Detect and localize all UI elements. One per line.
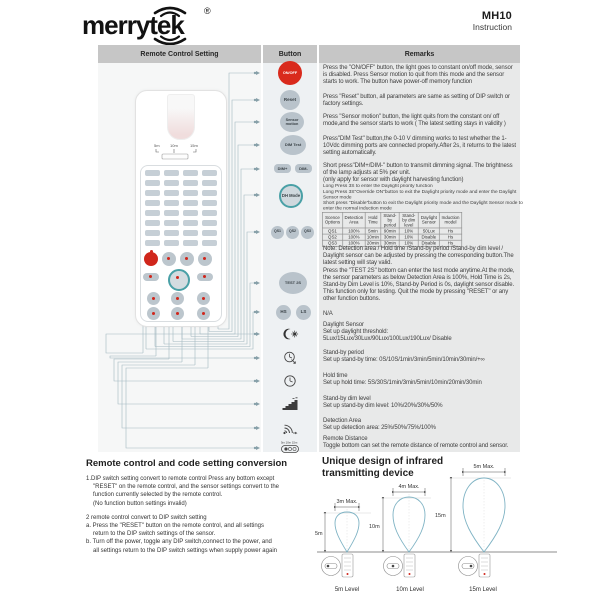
conversion-p1-line1: 1.DIP switch setting convert to remote control Press any bottom except: [86, 476, 275, 482]
scene-col-detection: Detection Area: [343, 212, 366, 228]
remote-groups: [322, 554, 491, 577]
scene-row-qs3: QS3 100% 20min 30min 10% Disable Hs: [322, 240, 461, 246]
remote-small-buttons: [145, 170, 221, 250]
column-header-remote-setting: Remote Control Setting: [98, 45, 261, 63]
hold-time-icon: [283, 374, 297, 388]
model-name: MH10: [481, 10, 512, 22]
table-header-row: [98, 45, 520, 63]
registered-mark: ®: [204, 6, 211, 16]
scene-row-qs1: QS1 100% 5min 90min 10% 50Lux Hs: [322, 228, 461, 234]
slider-tick-15m: 15m: [190, 143, 198, 148]
height-label-15m: 15m: [435, 513, 446, 519]
conversion-p2-line1: 2 remote control convert to DIP switch setting: [86, 514, 207, 521]
daylight-sensor-icon: [282, 328, 299, 340]
remark-dimlevel-title: Stand-by dim level: [323, 396, 371, 402]
scene-col-options: Scence Options: [322, 212, 342, 228]
conversion-p1-line4: (No function button settings invalid): [93, 500, 187, 507]
remark-dh-line1: Long Press 3S to enter the Daylight priority function: [323, 184, 433, 189]
conversion-heading: Remote control and code setting conversion: [86, 458, 288, 469]
remark-sensor-motion: Press "Sensor motion" button, the light quits from the constant on/ off mode,and the sensor starts to work ( The latest setting stays in validity ): [323, 114, 506, 128]
dim-plus-button: DIM+: [274, 164, 291, 173]
level-label-15m: 15m Level: [469, 587, 497, 593]
ls-button: LS: [296, 305, 311, 320]
dim-test-button: DIM Test: [280, 135, 306, 155]
button-column: [263, 63, 317, 452]
remark-daylight-line1: Set up daylight threshold:: [323, 329, 389, 335]
infrared-diagrams: [315, 453, 600, 600]
model-title-block: [400, 10, 512, 32]
brand-name: merrytek: [82, 10, 184, 40]
slider-brackets: [156, 149, 196, 153]
height-label-10m: 10m: [369, 524, 380, 530]
remark-standby-text: Set up stand-by time: 0S/10S/1min/3min/5min/10min/30min/+∞: [323, 357, 485, 363]
onoff-button: ON/OFF: [278, 61, 302, 85]
scene-col-hold: Hold Time: [365, 212, 381, 228]
remark-hold-text: Set up hold time: 5S/30S/1min/3min/5min/10min/20min/30min: [323, 380, 482, 386]
remark-dim-test: Press"DIM Test" button,the 0-10 V dimming works to test whether the 1-10Vdc dimming ports are connected properly.After 2s, it returns to the latest setting automatically.: [323, 136, 516, 157]
remark-detection-text: Set up detection area: 25%/50%/75%/100%: [323, 425, 436, 431]
remark-hold-title: Hold time: [323, 373, 348, 379]
qs2-button: QS2: [286, 226, 299, 239]
conversion-section: [86, 458, 321, 555]
conversion-p1-line3: function currently selected by the remote control.: [93, 492, 223, 499]
test-2s-button: TEST 2S: [279, 272, 307, 294]
infrared-heading: Unique design of infrared transmitting device: [322, 456, 444, 479]
height-label-5m: 5m: [315, 531, 323, 537]
remark-daylight-line2: 5Lux/15Lux/30Lux/90Lux/100Lux/190Lux/ Disable: [323, 336, 452, 342]
column-header-remarks: Remarks: [319, 45, 520, 63]
remark-dim-note: (only apply for sensor with daylight harvesting function): [323, 177, 464, 183]
remote-distance-icon-ticks: 5m 10m 15m: [281, 440, 298, 445]
diagram-10m: [369, 484, 431, 552]
remote-onoff-button: [144, 252, 158, 266]
remark-dh-note: Note: Detection area / Hold time /Stand-by period /Stand-by dim level / Daylight sensor can be adjusted by pressing the corresponding button.The latest setting will stay valid.: [323, 246, 514, 267]
conversion-p1-line2: "RESET" on the remote control, and the sensor settings convert to the: [93, 484, 280, 491]
remark-dimlevel-text: Set up stand-by dim level: 10%/20%/30%/50%: [323, 403, 443, 409]
dim-minus-button: DIM-: [295, 164, 312, 173]
slider-tick-5m: 5m: [154, 143, 160, 148]
diagram-15m: [435, 464, 511, 552]
instruction-table: [98, 45, 523, 452]
remark-dh-line3: Short press "Disable"button to exit the Daylight priority mode and the Daylight Sensor mode to enter the normal induction mode: [323, 200, 523, 212]
remark-hs-ls: N/A: [323, 311, 333, 317]
conversion-p2-line3: return to the DIP switch settings of the sensor.: [93, 531, 216, 538]
remark-dim-main: Short press"DIM+/DIM-" button to transmit dimming signal. The brightness of the lamp adjusts at 5% per unit.: [323, 163, 513, 177]
hs-button: HS: [276, 305, 291, 320]
table-body: [98, 63, 523, 452]
remote-control-illustration: [135, 90, 227, 327]
qs1-button: QS1: [271, 226, 284, 239]
level-label-5m: 5m Level: [334, 587, 360, 593]
conversion-p2-line2: a. Press the "RESET" button on the remote control, and all settings: [86, 523, 265, 530]
remark-onoff: Press the "ON/OFF" button, the light goes to constant on/off mode, sensor is disabled. Press Sensor motion to quit from this mode and the sensor starts to work. The button have power-off memory function: [323, 65, 513, 86]
width-label-15m: 5m Max.: [473, 464, 495, 470]
remark-distance-text: Toggle bottom can set the remote distance of remote control and sensor.: [323, 443, 509, 449]
scene-col-induction: Induction model: [439, 212, 461, 228]
distance-slider-diagram: [140, 141, 222, 161]
column-header-button: Button: [263, 45, 317, 63]
sensor-motion-button: Sensor motion: [280, 112, 304, 132]
scene-col-dimlevel: Stand-by dim level: [399, 212, 418, 228]
slider-tick-10m: 10m: [170, 143, 178, 148]
remark-distance-title: Remote Distance: [323, 436, 368, 442]
reset-button: Reset: [280, 90, 300, 110]
qs3-button: QS3: [301, 226, 314, 239]
remark-standby-title: Stand-by period: [323, 350, 364, 356]
remark-daylight-title: Daylight Sensor: [323, 322, 364, 328]
brand-logo-graphic: [82, 4, 232, 46]
slider-switch: [162, 154, 188, 159]
scene-col-daylight: Daylight Sensor: [418, 212, 439, 228]
conversion-p2-line5: all settings return to the DIP switch settings when supply power again: [93, 547, 277, 554]
standby-period-icon: [283, 351, 297, 365]
remark-detection-title: Detection Area: [323, 418, 361, 424]
dh-mode-button: DH Mode: [279, 184, 303, 208]
standby-dim-level-icon: [282, 397, 299, 411]
brand-logo: [82, 4, 232, 46]
level-label-10m: 10m Level: [396, 587, 424, 593]
conversion-p2-line4: b. Turn off the power, toggle any DIP switch,connect to the power, and: [86, 539, 272, 546]
remark-reset: Press "Reset" button, all parameters are same as setting of DIP switch or factory settings.: [323, 94, 510, 108]
diagram-5m: [315, 499, 371, 552]
remote-distance-icon: [278, 440, 302, 455]
scene-row-qs2: QS2 100% 10min 30min 10% Disable Hs: [322, 234, 461, 240]
ir-emitter: [167, 94, 195, 140]
model-subtitle: Instruction: [472, 22, 512, 32]
scene-col-standby: Stand-by period: [381, 212, 399, 228]
remark-test-2s: Press the "TEST 2S" bottom can enter the test mode anytime.At the mode, the sensor parameters as below Detection Area is 100%, Hold Time is 2s, Stand-by Dim Level is 10%, Stand-by Period is 0s, daylight sensor disable. This function only for testing. Quit the mode by pressing "RESET" or any other function buttons.: [323, 268, 515, 303]
remark-dh-line2: Long Press 3S"Override ON"button to exit the Daylight priority mode and enter the Daylight Sensor mode: [323, 189, 517, 200]
width-label-10m: 4m Max.: [398, 484, 420, 490]
remote-keypad-panel: [140, 165, 222, 322]
detection-area-icon: [283, 421, 298, 435]
remote-dhmode-button: [168, 269, 190, 291]
width-label-5m: 3m Max.: [336, 499, 358, 505]
